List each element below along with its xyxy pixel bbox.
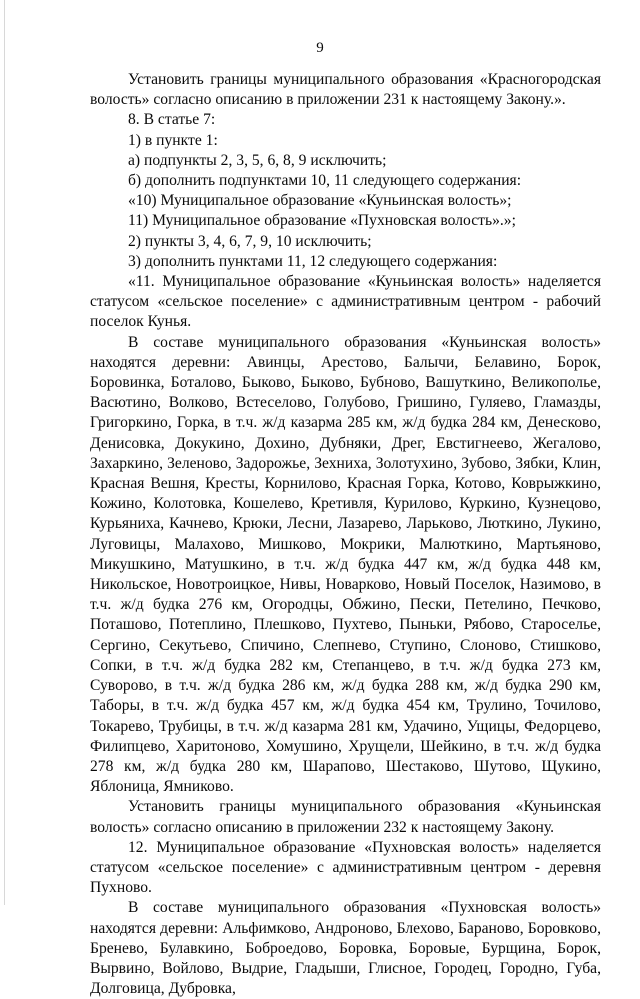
paragraph-pukhnovo-status: 12. Муниципальное образование «Пухновская волость» наделяется статусом «сельское поселение» с административным центром - деревня Пухново.: [90, 838, 601, 897]
paragraph-kunya-villages: В составе муниципального образования «Куньинская волость» находятся деревни: Авинцы, Арестово, Балычи, Белавино, Борок, Боровинка, Боталово, Быково, Быково, Бубново, Вашуткино, Великополье, Васютино, Волково, Встеселово, Голубово, Гришино, Гуляево, Гламазды, Григоркино, Горка, в т.ч. ж/д казарма 285 км, ж/д будка 284 км, Денесково, Денисовка, Докукино, Дохино, Дубняки, Дрег, Евстигнеево, Жегалово, Захаркино, Зеленово, Задорожье, Зехниха, Золотухино, Зубово, Зябки, Клин, Красная Вешня, Кресты, Корнилово, Красная Горка, Котово, Коврыжкино, Кожино, Колотовка, Кошелево, Кретивля, Курилово, Куркино, Кузнецово, Курьяниха, Качнево, Крюки, Лесни, Лазарево, Ларьково, Люткино, Лукино, Луговицы, Малахово, Мишково, Мокрики, Малюткино, Мартьяново, Микушкино, Матушкино, в т.ч. ж/д будка 447 км, ж/д будка 448 км, Никольское, Новотроицкое, Нивы, Новарково, Новый Поселок, Назимово, в т.ч. ж/д будка 276 км, Огородцы, Обжино, Пески, Петелино, Печково, Поташово, Потеплино, Плешково, Пухтево, Пыньки, Рябово, Староселье, Сергино, Секутьево, Спичино, Слепнево, Ступино, Слоново, Стишково, Сопки, в т.ч. ж/д будка 282 км, Степанцево, в т.ч. ж/д будка 273 км, Суворово, в т.ч. ж/д будка 286 км, ж/д будка 288 км, ж/д будка 290 км, Таборы, в т.ч. ж/д будка 457 км, ж/д будка 454 км, Трулино, Точилово, Токарево, Трубицы, в т.ч. ж/д казарма 281 км, Удачино, Ущицы, Федорцево, Филипцево, Харитоново, Хомушино, Хрущели, Шейкино, в т.ч. ж/д будка 278 км, ж/д будка 280 км, Шарапово, Шестаково, Шутово, Щукино, Яблоница, Ямниково.: [90, 333, 601, 796]
scan-edge-line: [4, 0, 5, 905]
paragraph-subitem-b: б) дополнить подпунктами 10, 11 следующего содержания:: [128, 172, 522, 190]
paragraph-borders-krasnogorodskaya: Установить границы муниципального образования «Красногородская волость» согласно описанию в приложении 231 к настоящему Закону.».: [90, 71, 601, 109]
paragraph-subitem-a: а) подпункты 2, 3, 5, 6, 8, 9 исключить;: [128, 151, 387, 169]
document-body: [90, 70, 601, 999]
paragraph-pukhnovo-villages: В составе муниципального образования «Пухновская волость» находятся деревни: Альфимково, Андроново, Блехово, Бараново, Боровково, Бренево, Булавкино, Боброедово, Боровка, Боровые, Бурщина, Борок, Вырвино, Войлово, Выдрие, Гладыши, Глисное, Городец, Городно, Губа, Долговица, Дубровка,: [90, 899, 601, 998]
paragraph-subitem-10: «10) Муниципальное образование «Куньинская волость»;: [128, 192, 512, 210]
paragraph-item-3: 3) дополнить пунктами 11, 12 следующего содержания:: [128, 252, 498, 270]
paragraph-kunya-status: «11. Муниципальное образование «Куньинская волость» наделяется статусом «сельское поселение» с административным центром - рабочий поселок Кунья.: [90, 273, 601, 331]
paragraph-item-2: 2) пункты 3, 4, 6, 7, 9, 10 исключить;: [128, 232, 372, 250]
paragraph-subitem-11: 11) Муниципальное образование «Пухновская волость».»;: [128, 212, 516, 230]
paragraph-article-7-heading: 8. В статье 7:: [128, 111, 216, 129]
page-number: 9: [316, 40, 324, 56]
paragraph-kunya-borders: Установить границы муниципального образования «Куньинская волость» согласно описанию в приложении 232 к настоящему Закону.: [90, 798, 601, 836]
paragraph-item-1: 1) в пункте 1:: [128, 131, 218, 149]
